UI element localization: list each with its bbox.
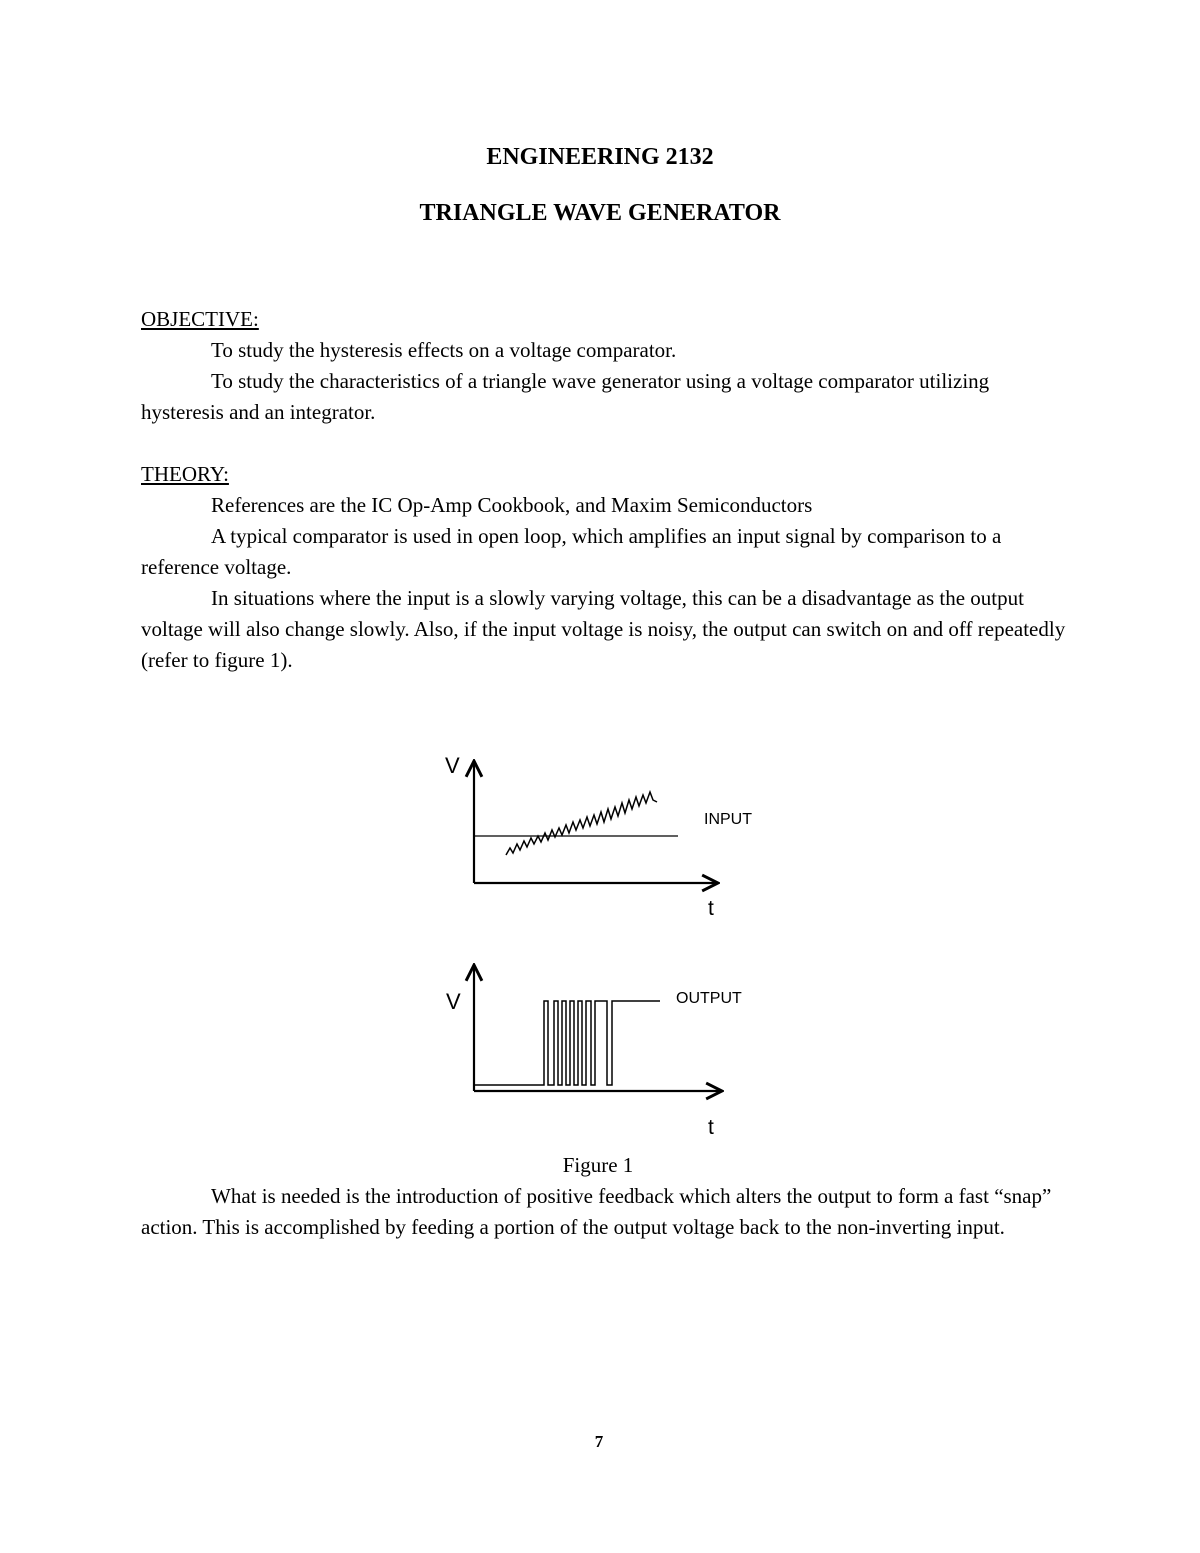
after-figure-paragraph: What is needed is the introduction of positive feedback which alters the output to form a fast “snap” action. This is accomplished by feeding a portion of the output voltage back to the non-inverting input. [141, 1184, 1052, 1239]
after-figure-section [141, 1181, 1071, 1243]
input-plot [445, 753, 752, 920]
input-x-label: t [708, 897, 714, 920]
theory-paragraph-1: References are the IC Op-Amp Cookbook, and Maxim Semiconductors [211, 493, 813, 517]
theory-heading: THEORY: [141, 462, 229, 486]
lab-title: TRIANGLE WAVE GENERATOR [419, 200, 781, 226]
output-series-label: OUTPUT [676, 990, 742, 1007]
course-title: ENGINEERING 2132 [486, 144, 714, 170]
output-x-label: t [708, 1116, 714, 1139]
input-series-label: INPUT [704, 811, 752, 828]
objective-heading: OBJECTIVE: [141, 307, 259, 331]
objective-line-1: To study the hysteresis effects on a voltage comparator. [211, 338, 677, 362]
objective-section [141, 304, 1071, 428]
page-number: 7 [594, 1432, 604, 1451]
theory-paragraph-2: A typical comparator is used in open loop, which amplifies an input signal by comparison to a reference voltage. [141, 524, 1002, 579]
theory-section [141, 459, 1071, 676]
output-plot [446, 965, 742, 1139]
noisy-input-signal [506, 792, 657, 855]
objective-line-2: To study the characteristics of a triangle wave generator using a voltage comparator utilizing hysteresis and an integrator. [141, 369, 990, 424]
input-y-label: V [445, 753, 460, 778]
output-y-label: V [446, 989, 461, 1014]
figure-1-diagram [430, 745, 770, 1145]
figure-caption: Figure 1 [562, 1153, 634, 1177]
output-signal [474, 1001, 660, 1085]
theory-paragraph-3: In situations where the input is a slowly varying voltage, this can be a disadvantage as the output voltage will also change slowly. Also, if the input voltage is noisy, the output can switch on and off repeatedly (refer to figure 1). [141, 586, 1066, 672]
